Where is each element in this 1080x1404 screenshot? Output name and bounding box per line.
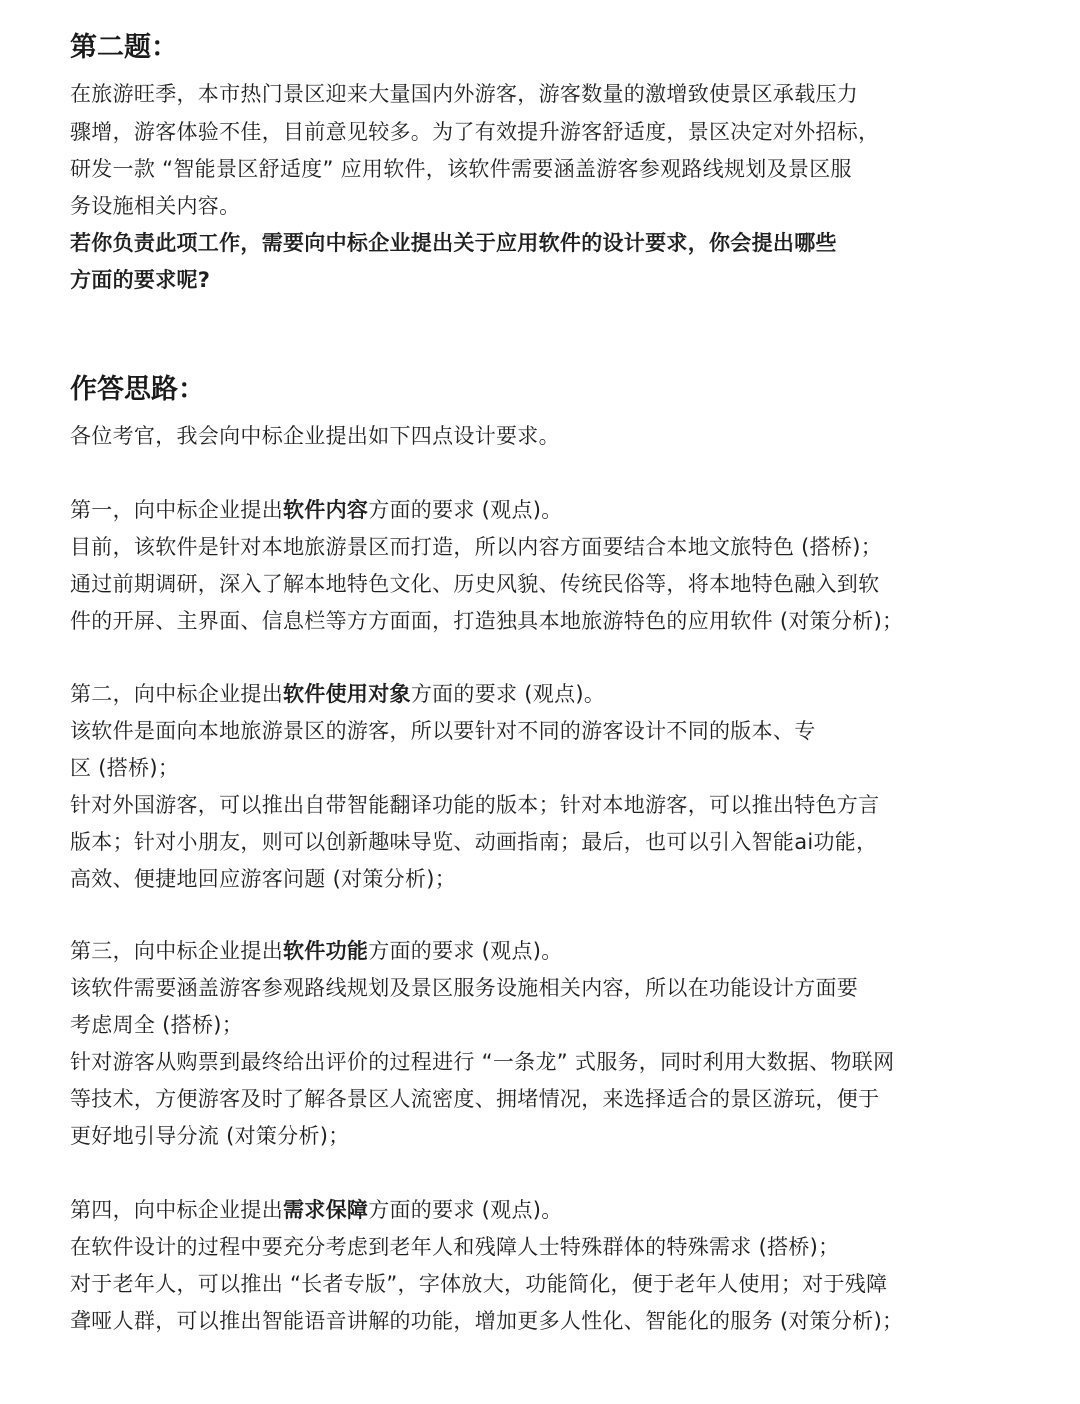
point-lead [70, 1192, 563, 1228]
point-lead-post: 方面的要求 (观点)。 [368, 1198, 563, 1222]
point-line: 更好地引导分流 (对策分析)； [70, 1124, 350, 1148]
point-line: 针对游客从购票到最终给出评价的过程进行 “一条龙” 式服务，同时利用大数据、物联网 [70, 1050, 895, 1074]
point-line: 区 (搭桥)； [70, 756, 180, 780]
point-line: 对于老年人，可以推出 “长者专版”，字体放大，功能简化，便于老年人使用；对于残障 [70, 1272, 888, 1296]
point-lead [70, 492, 563, 528]
point-lead-post: 方面的要求 (观点)。 [368, 498, 563, 522]
point-line: 通过前期调研，深入了解本地特色文化、历史风貌、传统民俗等，将本地特色融入到软 [70, 572, 880, 596]
answer-heading: 作答思路： [70, 374, 205, 405]
point-lead-keyword: 软件内容 [283, 498, 369, 522]
point-line: 在软件设计的过程中要充分考虑到老年人和残障人士特殊群体的特殊需求 (搭桥)； [70, 1235, 840, 1259]
point-line: 该软件需要涵盖游客参观路线规划及景区服务设施相关内容，所以在功能设计方面要 [70, 976, 859, 1000]
point-line: 高效、便捷地回应游客问题 (对策分析)； [70, 867, 457, 891]
point-lead-pre: 第一，向中标企业提出 [70, 498, 283, 522]
point-lead-post: 方面的要求 (观点)。 [410, 682, 606, 706]
answer-intro: 各位考官，我会向中标企业提出如下四点设计要求。 [70, 424, 560, 448]
question-heading: 第二题： [70, 32, 178, 63]
point-lead-post: 方面的要求 (观点)。 [368, 939, 563, 963]
point-line: 考虑周全 (搭桥)； [70, 1013, 244, 1037]
point-lead-keyword: 软件功能 [283, 939, 369, 963]
point-line: 目前，该软件是针对本地旅游景区而打造，所以内容方面要结合本地文旅特色 (搭桥)； [70, 535, 883, 559]
point-lead-pre: 第三，向中标企业提出 [70, 939, 283, 963]
point-lead-pre: 第四，向中标企业提出 [70, 1198, 283, 1222]
point-line: 聋哑人群，可以推出智能语音讲解的功能，增加更多人性化、智能化的服务 (对策分析)； [70, 1309, 904, 1333]
point-lead [70, 676, 605, 712]
point-line: 等技术，方便游客及时了解各景区人流密度、拥堵情况，来选择适合的景区游玩，便于 [70, 1087, 880, 1111]
question-line: 骤增，游客体验不佳，目前意见较多。为了有效提升游客舒适度，景区决定对外招标， [70, 120, 880, 144]
question-ask-line: 若你负责此项工作，需要向中标企业提出关于应用软件的设计要求，你会提出哪些 [70, 231, 837, 255]
question-ask-line: 方面的要求呢? [70, 268, 211, 292]
question-line: 务设施相关内容。 [70, 194, 241, 218]
question-line: 研发一款 “智能景区舒适度” 应用软件，该软件需要涵盖游客参观路线规划及景区服 [70, 157, 852, 181]
point-lead-keyword: 需求保障 [283, 1198, 369, 1222]
point-lead-keyword: 软件使用对象 [283, 682, 411, 706]
point-lead-pre: 第二，向中标企业提出 [70, 682, 283, 706]
point-lead [70, 933, 563, 969]
point-line: 版本；针对小朋友，则可以创新趣味导览、动画指南；最后，也可以引入智能ai功能， [70, 830, 878, 854]
point-line: 该软件是面向本地旅游景区的游客，所以要针对不同的游客设计不同的版本、专 [70, 719, 816, 743]
point-line: 件的开屏、主界面、信息栏等方方面面，打造独具本地旅游特色的应用软件 (对策分析)； [70, 609, 904, 633]
question-line: 在旅游旺季，本市热门景区迎来大量国内外游客，游客数量的激增致使景区承载压力 [70, 82, 859, 106]
point-line: 针对外国游客，可以推出自带智能翻译功能的版本；针对本地游客，可以推出特色方言 [70, 793, 880, 817]
